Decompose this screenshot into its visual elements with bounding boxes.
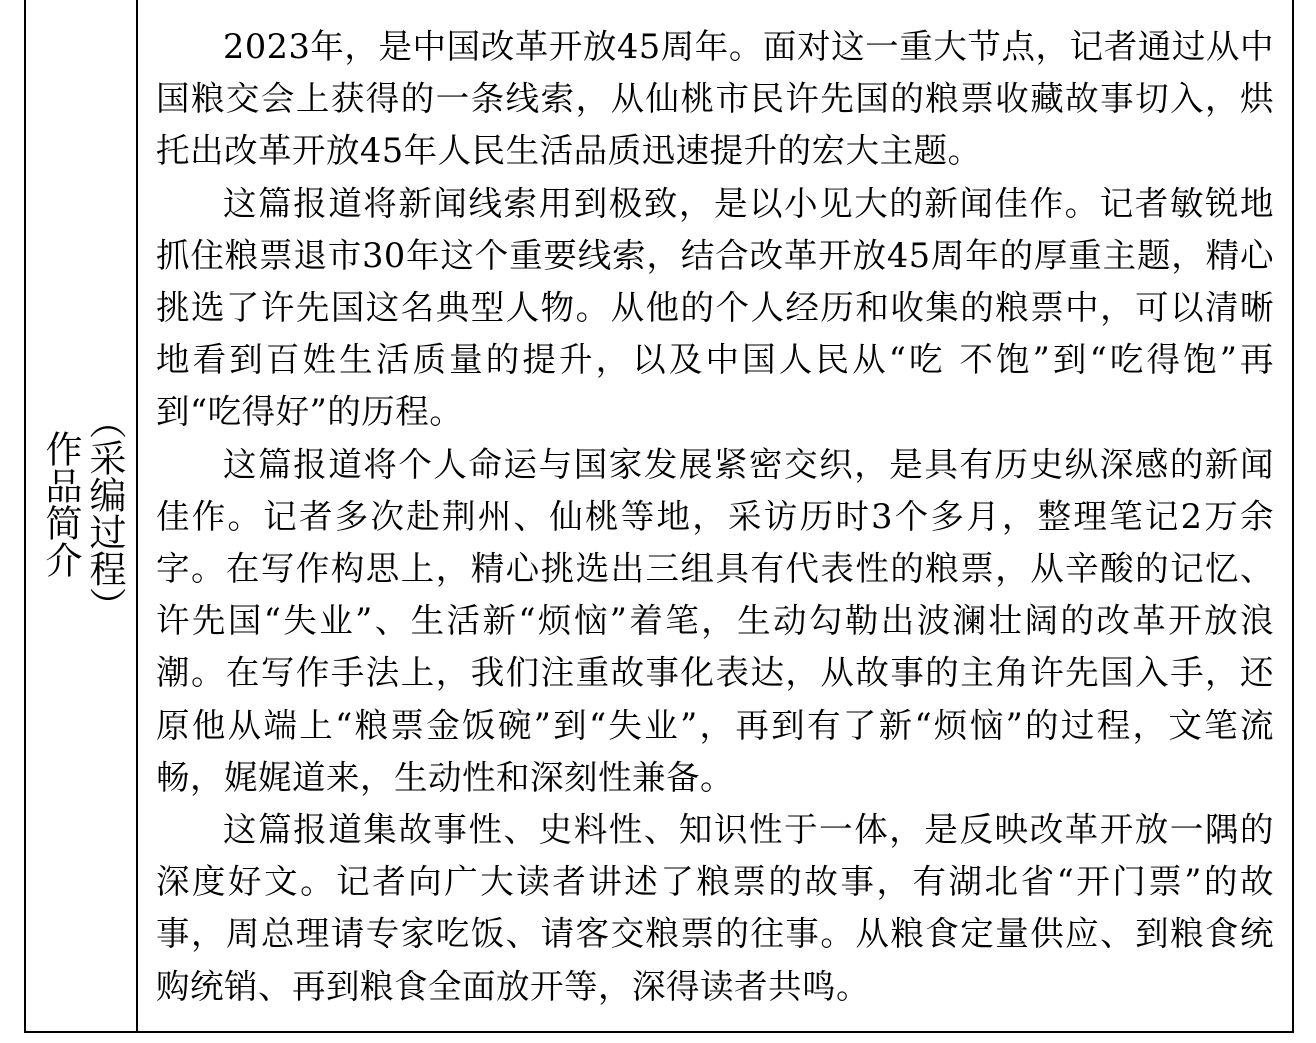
- row-label-column-right: （采编过程）: [83, 402, 126, 624]
- content-cell: [138, 0, 1292, 1031]
- paragraph-1: 2023年，是中国改革开放45周年。面对这一重大节点，记者通过从中国粮交会上获得的一条线索，从仙桃市民许先国的粮票收藏故事切入，烘托出改革开放45年人民生活品质迅速提升的宏大主题。: [156, 27, 1274, 171]
- form-table: [24, 0, 1294, 1033]
- row-label-cell: [26, 0, 138, 1031]
- paragraph-4: 这篇报道集故事性、史料性、知识性于一体，是反映改革开放一隅的深度好文。记者向广大读者讲述了粮票的故事，有湖北省“开门票”的故事，周总理请专家吃饭、请客交粮票的往事。从粮食定量供应、到粮食统购统销、再到粮食全面放开等，深得读者共鸣。: [156, 810, 1274, 1006]
- row-label: [38, 402, 126, 642]
- paragraph-3: 这篇报道将个人命运与国家发展紧密交织，是具有历史纵深感的新闻佳作。记者多次赴荆州、仙桃等地，采访历时3个多月，整理笔记2万余字。在写作构思上，精心挑选出三组具有代表性的粮票，从辛酸的记忆、许先国“失业”、生活新“烦恼”着笔，生动勾勒出波澜壮阔的改革开放浪潮。在写作手法上，我们注重故事化表达，从故事的主角许先国入手，还原他从端上“粮票金饭碗”到“失业”，再到有了新“烦恼”的过程，文笔流畅，娓娓道来，生动性和深刻性兼备。: [156, 444, 1274, 797]
- row-label-column-left: 作品简介: [39, 430, 82, 578]
- paragraph-2: 这篇报道将新闻线索用到极致，是以小见大的新闻佳作。记者敏锐地抓住粮票退市30年这个重要线索，结合改革开放45周年的厚重主题，精心挑选了许先国这名典型人物。从他的个人经历和收集的粮票中，可以清晰地看到百姓生活质量的提升，以及中国人民从“吃 不饱”到“吃得饱”再到“吃得好”的历程。: [156, 183, 1274, 432]
